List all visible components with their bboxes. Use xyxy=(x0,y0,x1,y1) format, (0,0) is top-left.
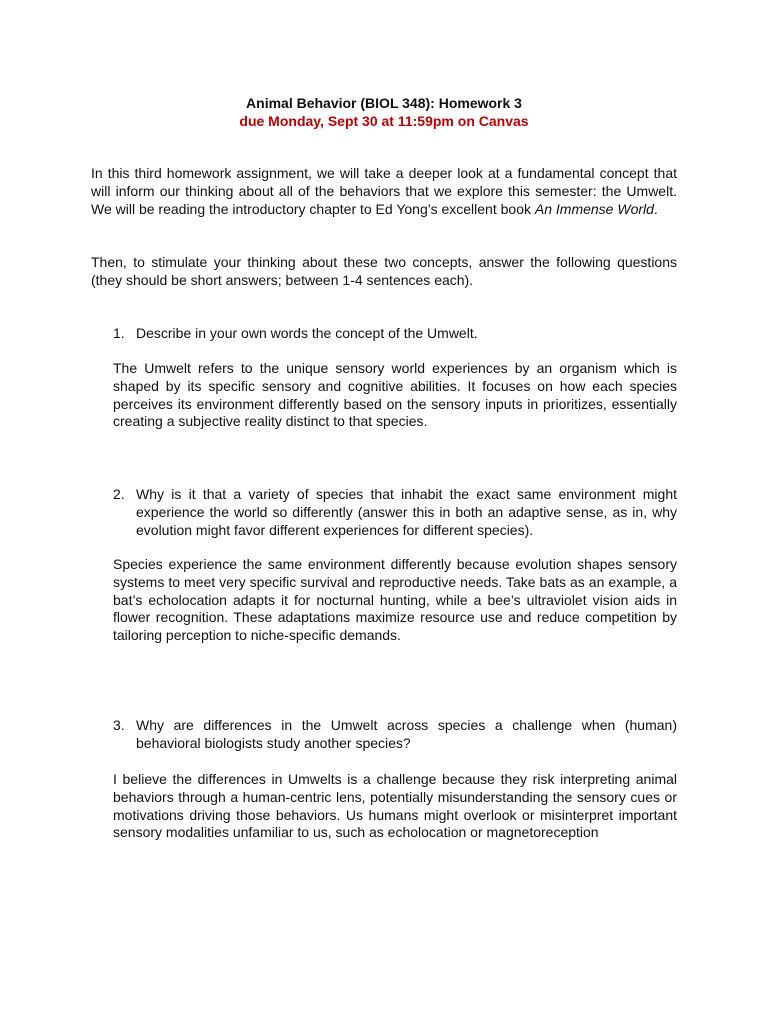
question-number: 1. xyxy=(113,325,125,341)
intro-paragraph-1 xyxy=(91,165,677,218)
intro-text: In this third homework assignment, we will take a deeper look at a fundamental concept that will inform our thinking about all of the behaviors that we explore this semester: the Umwelt. We will be reading the introductory chapter to Ed Yong’s excellent book xyxy=(91,165,677,217)
book-title: An Immense World xyxy=(534,200,654,217)
document-header xyxy=(0,94,768,130)
due-date: due Monday, Sept 30 at 11:59pm on Canvas xyxy=(239,113,529,129)
question-text: Describe in your own words the concept of the Umwelt. xyxy=(136,325,478,341)
question-3 xyxy=(113,717,677,753)
question-number: 2. xyxy=(113,486,125,502)
question-1 xyxy=(113,325,677,343)
question-2 xyxy=(113,486,677,539)
answer-2: Species experience the same environment differently because evolution shapes sensory systems to meet very specific survival and reproductive needs. Take bats as an example, a bat’s echolocation adapts it for nocturnal hunting, while a bee’s ultraviolet vision aids in flower recognition. These adaptations maximize resource use and reduce competition by tailoring perception to niche-specific demands. xyxy=(113,556,677,644)
question-text: Why is it that a variety of species that inhabit the exact same environment might experience the world so differently (answer this in both an adaptive sense, as in, why evolution might favor different experiences for different species). xyxy=(136,486,677,538)
answer-1: The Umwelt refers to the unique sensory world experiences by an organism which is shaped by its specific sensory and cognitive abilities. It focuses on how each species perceives its environment differently based on the sensory inputs in prioritizes, essentially creating a subjective reality distinct to that species. xyxy=(113,360,677,430)
question-text: Why are differences in the Umwelt across species a challenge when (human) behavioral biologists study another species? xyxy=(136,717,677,751)
intro-paragraph-2: Then, to stimulate your thinking about these two concepts, answer the following questions (they should be short answers; between 1-4 sentences each). xyxy=(91,254,677,288)
intro-text-end: . xyxy=(653,200,658,217)
question-number: 3. xyxy=(113,717,125,733)
document-title: Animal Behavior (BIOL 348): Homework 3 xyxy=(246,95,522,111)
answer-3: I believe the differences in Umwelts is a challenge because they risk interpreting animal behaviors through a human-centric lens, potentially misunderstanding the sensory cues or motivations driving those behaviors. Us humans might overlook or misinterpret important sensory modalities unfamiliar to us, such as echolocation or magnetoreception xyxy=(113,771,677,841)
